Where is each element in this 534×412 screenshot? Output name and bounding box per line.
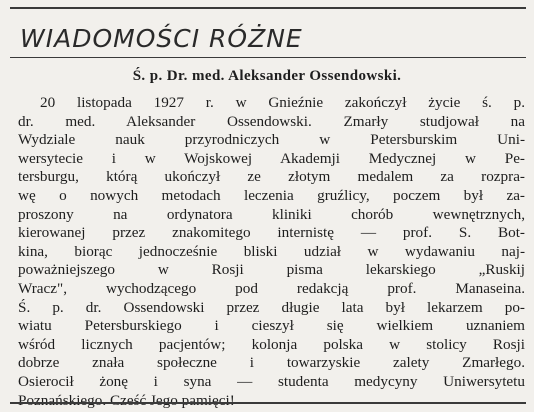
article-line: kina, biorąc jednocześnie bliski udział w wydawaniu naj- <box>18 242 525 260</box>
article-line: Wracz", wychodzącego pod redakcją prof. Manaseina. <box>18 279 525 297</box>
article-line: Ś. p. dr. Ossendowski przez długie lata był lekarzem po- <box>18 298 525 316</box>
article-line: dr. med. Aleksander Ossendowski. Zmarły studjował na <box>18 112 525 130</box>
article-line: kierowanej przez znakomitego internistę — prof. S. Bot- <box>18 224 525 242</box>
article-line: Wydziale nauk przyrodniczych w Petersburskim Uni- <box>18 131 525 149</box>
top-rule <box>10 7 526 9</box>
article-line: wę o nowych metodach leczenia gruźlicy, poczem był za- <box>18 186 525 204</box>
section-heading: WIADOMOŚCI RÓŻNE <box>20 24 303 53</box>
article-line: wiatu Petersburskiego i cieszył się wielkiem uznaniem <box>18 317 525 335</box>
article-title: Ś. p. Dr. med. Aleksander Ossendowski. <box>132 68 402 84</box>
article-line: 20 listopada 1927 r. w Gnieźnie zakończył życie ś. p. <box>40 94 525 111</box>
article-line: Poznańskiego. Cześć Jego pamięci! <box>18 391 235 409</box>
bottom-rule <box>10 402 526 404</box>
article-line: wersytecie i w Wojskowej Akademji Medycznej w Pe- <box>18 149 525 167</box>
article-body <box>18 94 525 410</box>
article-line: poważniejszego w Rosji pisma lekarskiego „Ruskij <box>18 261 525 279</box>
heading-rule <box>10 57 526 58</box>
article-line: proszony na ordynatora kliniki chorób wewnętrznych, <box>18 205 525 223</box>
article-line: tersburgu, którą ukończył ze złotym medalem za rozpra- <box>18 168 525 186</box>
article-line: wśród licznych pacjentów; kolonja polska w stolicy Rosji <box>18 335 525 353</box>
article-line: dobrze znała społeczne i towarzyskie zalety Zmarłego. <box>18 354 525 372</box>
article-line: Osierocił żonę i syna — studenta medycyny Uniwersytetu <box>18 372 525 390</box>
